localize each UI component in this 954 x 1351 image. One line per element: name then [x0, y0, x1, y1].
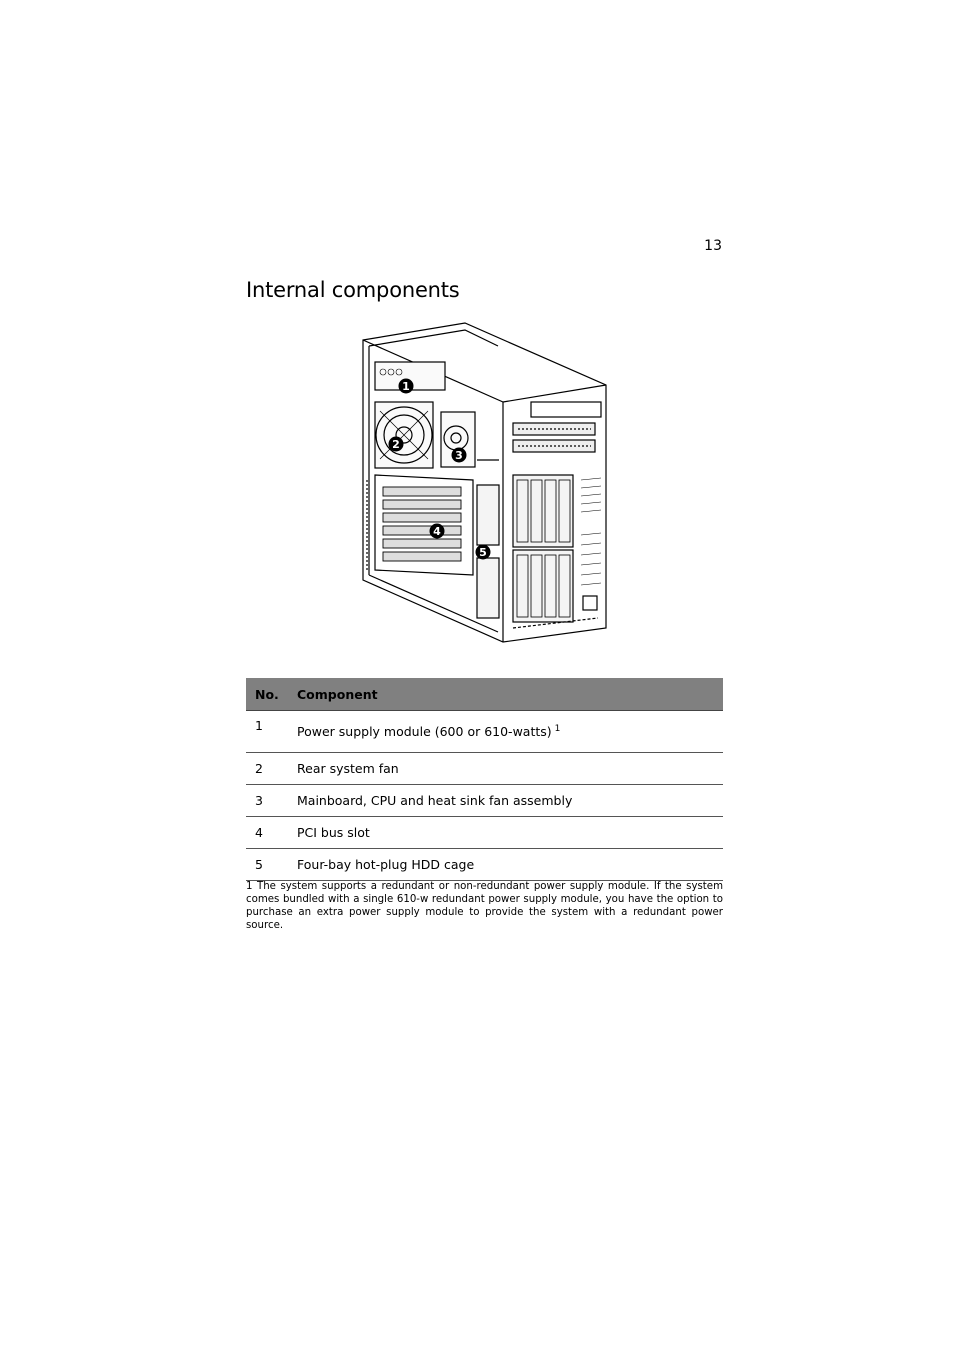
row-component — [297, 711, 723, 753]
svg-text:2: 2 — [392, 438, 400, 451]
header-no: No. — [246, 678, 297, 711]
table-row — [246, 785, 723, 817]
svg-text:4: 4 — [433, 525, 441, 538]
svg-text:5: 5 — [479, 546, 487, 559]
svg-text:3: 3 — [455, 449, 463, 462]
footnote: 1 The system supports a redundant or non-redundant power supply module. If the system comes bundled with a single 610-w redundant power supply module, you have the option to purchase an extra power supply module to provide the system with a redundant power source. — [246, 881, 723, 931]
header-component: Component — [297, 678, 723, 711]
row-number: 2 — [246, 753, 297, 785]
page-title: Internal components — [246, 278, 460, 302]
svg-text:1: 1 — [402, 380, 410, 393]
row-component: Rear system fan — [297, 753, 723, 785]
row-number: 4 — [246, 817, 297, 849]
components-table — [246, 678, 723, 881]
table-header-row — [246, 678, 723, 711]
callout-1 — [399, 379, 414, 394]
callout-5 — [476, 545, 491, 560]
footnote-marker: 1 — [554, 724, 561, 734]
row-component-text: Power supply module (600 or 610-watts) — [297, 724, 552, 739]
page-number: 13 — [704, 238, 722, 254]
server-chassis-drawing — [353, 320, 613, 650]
row-number: 3 — [246, 785, 297, 817]
row-component: Mainboard, CPU and heat sink fan assembly — [297, 785, 723, 817]
table-row — [246, 711, 723, 753]
table-row — [246, 817, 723, 849]
table-row — [246, 753, 723, 785]
server-chassis-illustration — [353, 320, 613, 650]
table-row — [246, 849, 723, 881]
callout-3 — [452, 448, 467, 463]
row-component: PCI bus slot — [297, 817, 723, 849]
row-number: 5 — [246, 849, 297, 881]
row-number: 1 — [246, 711, 297, 753]
row-component: Four-bay hot-plug HDD cage — [297, 849, 723, 881]
callout-4 — [430, 524, 445, 539]
callout-2 — [389, 437, 404, 452]
